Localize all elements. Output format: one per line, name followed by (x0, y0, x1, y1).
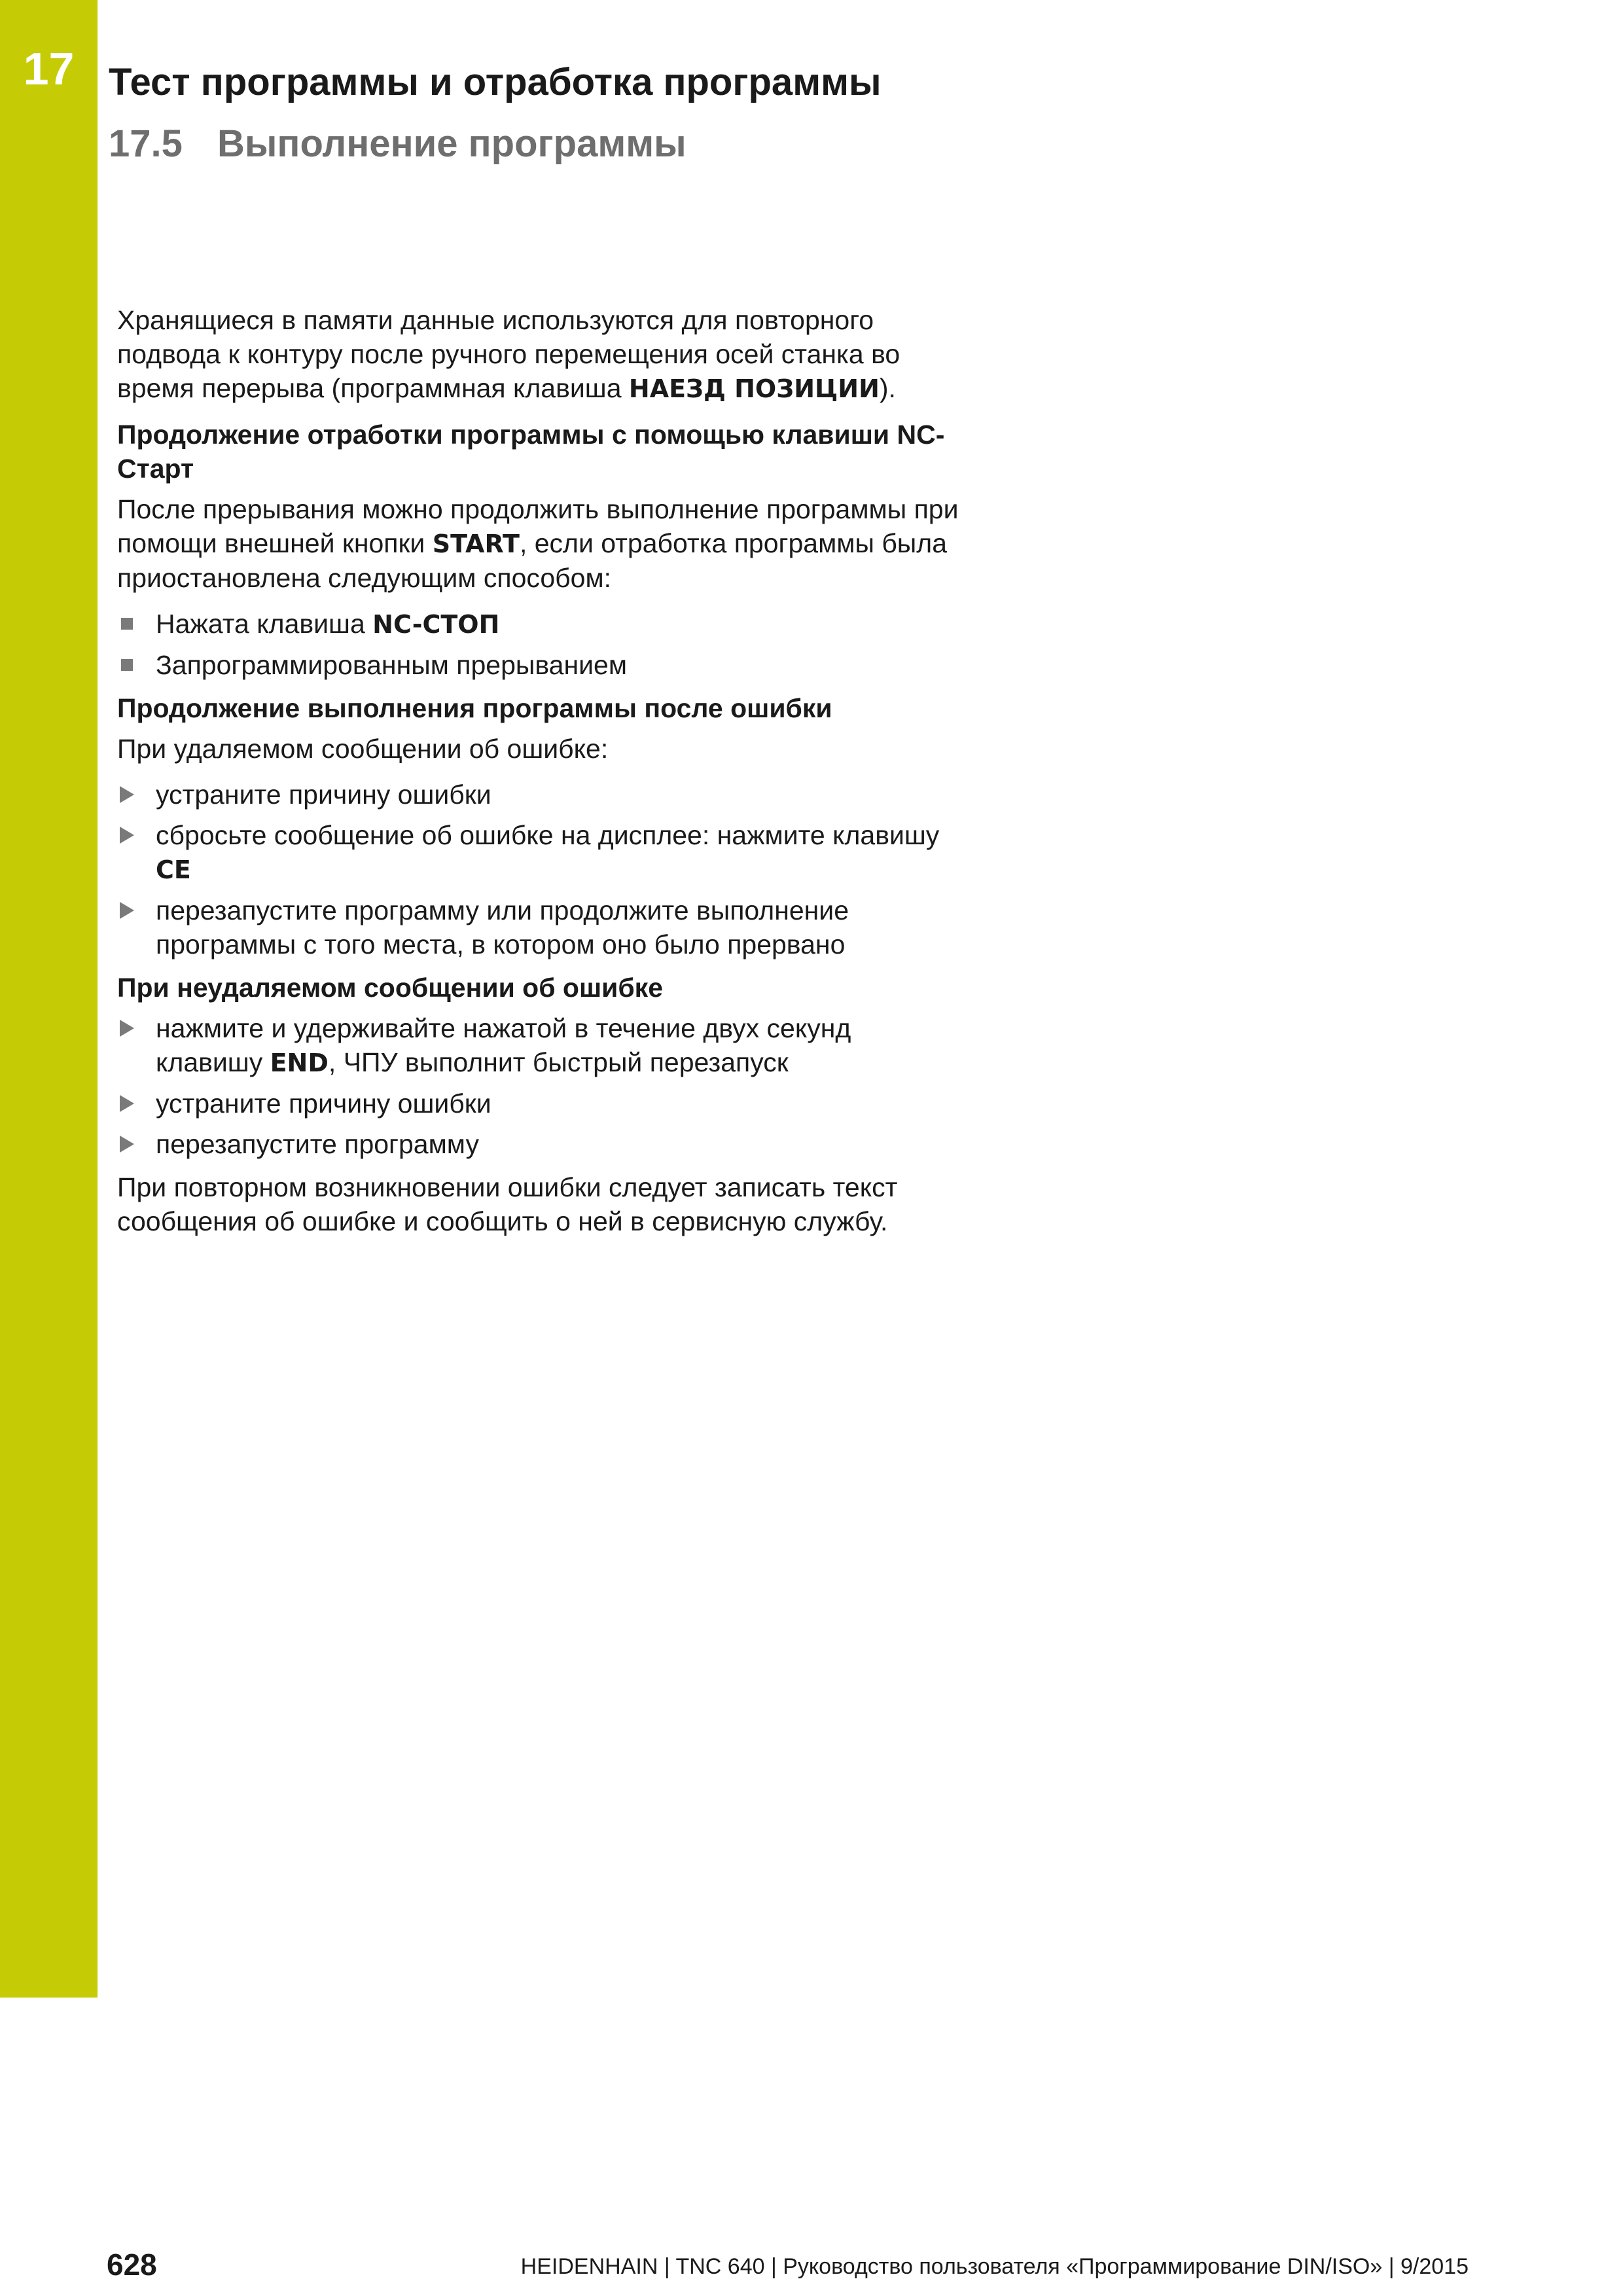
chapter-title: Тест программы и отработка программы (109, 61, 882, 103)
step-item (117, 1086, 961, 1121)
step-text: перезапустите программу или продолжите выполнение программы с того места, в котором оно было прервано (156, 895, 849, 960)
section1-start-key: START (432, 529, 520, 558)
section2-intro: При удаляемом сообщении об ошибке: (117, 734, 609, 764)
arrow-right-icon (120, 902, 134, 919)
list-item (117, 648, 961, 682)
section2-steps (117, 778, 961, 961)
chapter-number: 17 (23, 43, 75, 94)
arrow-right-icon (120, 1020, 134, 1037)
arrow-right-icon (120, 1095, 134, 1112)
section3-heading: При неудаляемом сообщении об ошибке (117, 973, 663, 1003)
page-number: 628 (107, 2248, 157, 2282)
arrow-right-icon (120, 786, 134, 803)
list-item-text: Запрограммированным прерыванием (156, 650, 628, 680)
section1-list (117, 607, 961, 682)
step-text: перезапустите программу (156, 1129, 479, 1159)
section-title-line (109, 119, 687, 169)
step-item (117, 1127, 961, 1161)
intro-text: Хранящиеся в памяти данные используются для повторного подвода к контуру после ручного перемещения осей станка во время перерыва (программная клавиша (117, 305, 901, 403)
step-key: END (270, 1049, 329, 1077)
chapter-side-bar (0, 0, 98, 1998)
step-text: устраните причину ошибки (156, 780, 491, 810)
closing-paragraph: При повторном возникновении ошибки следует записать текст сообщения об ошибке и сообщить о ней в сервисную службу. (117, 1172, 898, 1236)
step-text: сбросьте сообщение об ошибке на дисплее: нажмите клавишу (156, 820, 940, 850)
arrow-right-icon (120, 1136, 134, 1153)
section1-text-b: , если отработка программы была приостановлена следующим способом: (117, 528, 947, 593)
list-item (117, 607, 961, 641)
intro-softkey: НАЕЗД ПОЗИЦИИ (628, 374, 880, 403)
step-item (117, 818, 961, 887)
step-item (117, 893, 961, 961)
section1-paragraph (117, 492, 961, 595)
square-bullet-icon (121, 618, 133, 630)
section2-heading: Продолжение выполнения программы после ошибки (117, 693, 832, 723)
step-item (117, 1011, 961, 1080)
list-item-text: Нажата клавиша (156, 609, 373, 639)
step-item (117, 778, 961, 812)
section1-text-a: После прерывания можно продолжить выполнение программы при помощи внешней кнопки (117, 494, 959, 558)
step-text: нажмите и удерживайте нажатой в течение двух секунд клавишу (156, 1013, 851, 1077)
list-item-key: NC-СТОП (372, 610, 500, 639)
section3-steps (117, 1011, 961, 1161)
main-content (117, 303, 961, 1250)
step-text-after: , ЧПУ выполнит быстрый перезапуск (328, 1047, 789, 1077)
step-text: устраните причину ошибки (156, 1088, 491, 1119)
section-title: Выполнение программы (217, 122, 687, 165)
section1-heading: Продолжение отработки программы с помощью клавиши NC-Старт (117, 420, 945, 484)
step-key: CE (156, 855, 191, 884)
square-bullet-icon (121, 659, 133, 671)
intro-paragraph (117, 303, 961, 406)
section-number: 17.5 (109, 122, 183, 165)
footer-text: HEIDENHAIN | TNC 640 | Руководство пользователя «Программирование DIN/ISO» | 9/2015 (520, 2254, 1469, 2279)
intro-end: ). (879, 373, 896, 403)
arrow-right-icon (120, 827, 134, 844)
